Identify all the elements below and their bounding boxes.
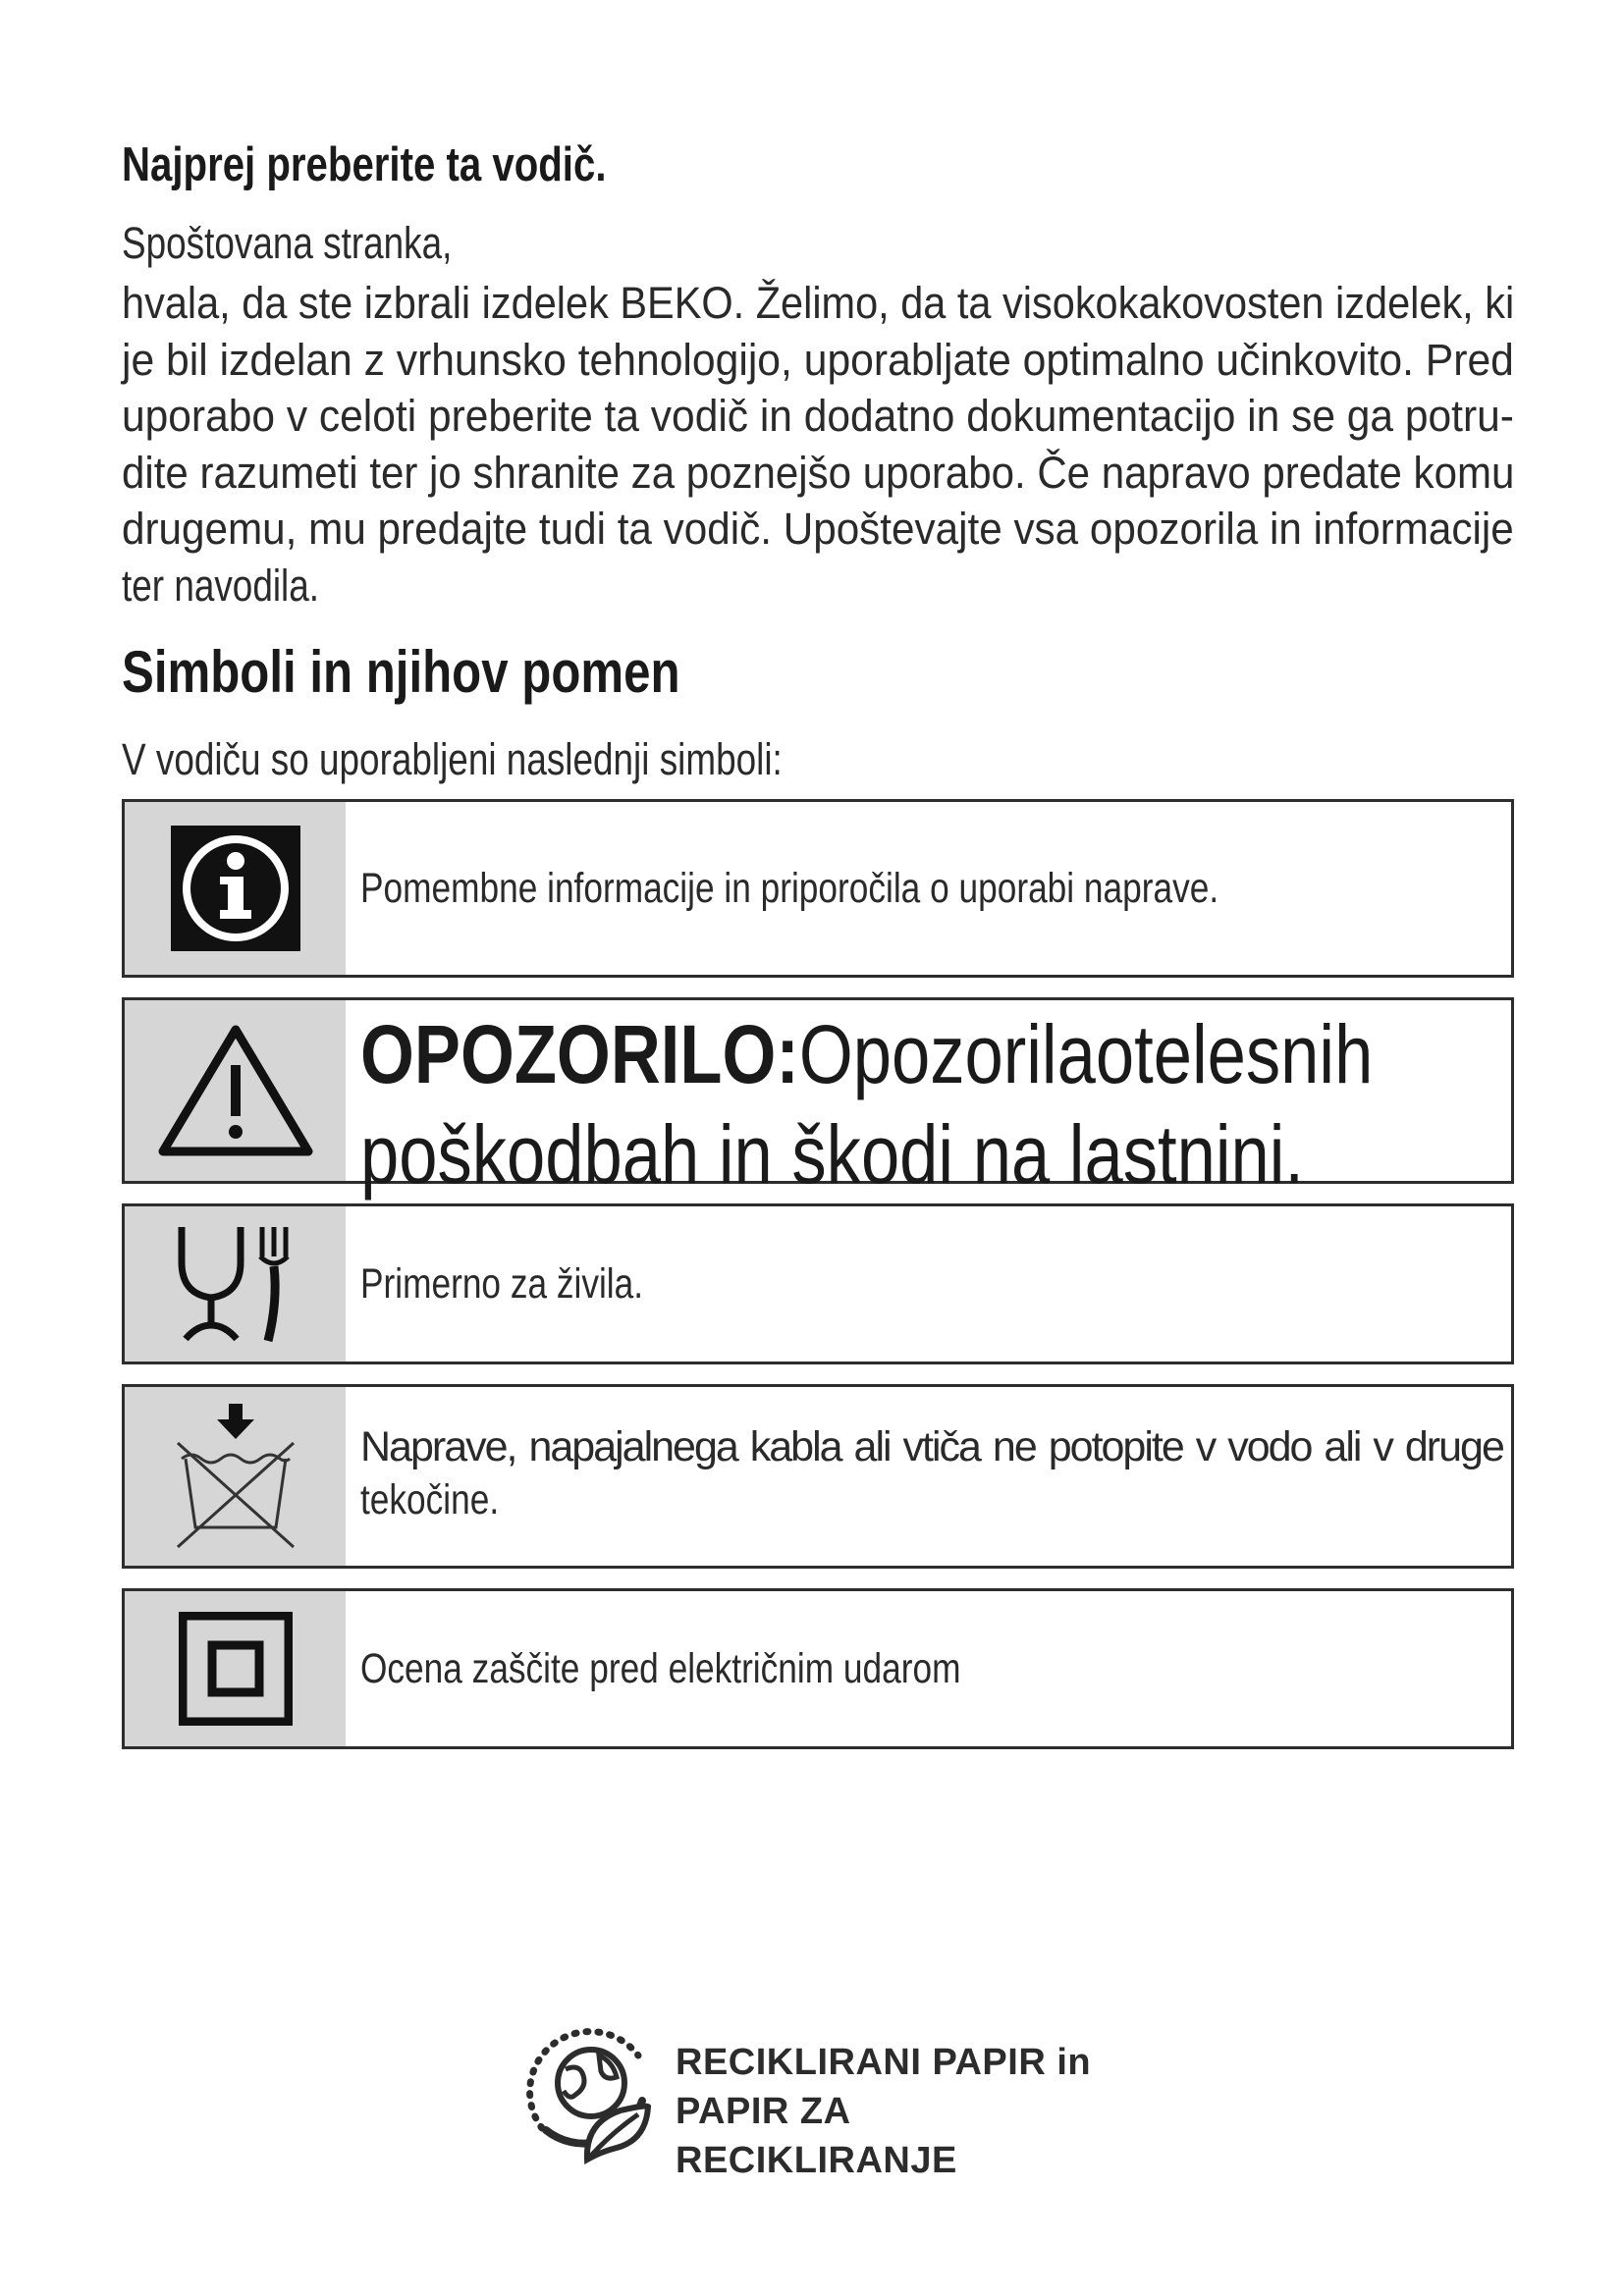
immerse-word: ali: [1324, 1423, 1361, 1470]
immerse-word: druge: [1404, 1423, 1503, 1470]
symbol-row-info: [122, 799, 1514, 978]
symbol-row-immerse: [122, 1384, 1514, 1569]
immerse-word: napajalnega: [528, 1423, 737, 1470]
recycled-paper-globe-leaf-icon: [522, 2012, 660, 2169]
immerse-word: v: [1373, 1423, 1392, 1470]
immerse-word: ne: [992, 1423, 1036, 1470]
section-title: Simboli in njihov pomen: [122, 639, 680, 705]
intro-line: hvala, da ste izbrali izdelek BEKO. Želimo, da ta visokokakovosten izdelek, ki: [122, 278, 1515, 328]
recycle-line2: PAPIR ZA RECIKLIRANJE: [676, 2091, 957, 2181]
page-heading: Najprej preberite ta vodič.: [122, 138, 607, 191]
immerse-word: v: [1195, 1423, 1216, 1470]
symbol-immerse-text: Naprave, napajalnega kabla ali vtiča ne potopite v vodo ali v druge tekočine.: [360, 1420, 1503, 1526]
greeting: Spoštovana stranka,: [122, 218, 453, 268]
symbol-row-warning: [122, 997, 1514, 1201]
intro-line: ter navodila.: [122, 560, 320, 611]
symbol-food-text: Primerno za živila.: [360, 1259, 644, 1308]
food-safe-icon: [125, 1206, 346, 1362]
intro-line: drugemu, mu predajte tudi ta vodič. Upoštevajte vsa opozorila in informacije: [122, 504, 1514, 554]
warning-triangle-icon: [125, 1000, 346, 1181]
intro-line: je bil izdelan z vrhunsko tehnologijo, uporabljate optimalno učinkovito. Pred: [122, 334, 1514, 385]
immerse-word: ali: [853, 1423, 891, 1470]
intro-line: uporabo v celoti preberite ta vodič in dodatno dokumentacijo in se ga potru-: [122, 391, 1514, 441]
do-not-immerse-icon: [125, 1387, 346, 1566]
symbol-class2-text: Ocena zaščite pred električnim udarom: [360, 1644, 961, 1692]
immerse-word: kabla: [749, 1423, 841, 1470]
warning-label: OPOZORILO:: [360, 1008, 799, 1100]
immerse-word: vodo: [1227, 1423, 1312, 1470]
recycled-paper-badge: [522, 2012, 1131, 2181]
symbol-row-class2: [122, 1588, 1514, 1749]
intro-line: dite razumeti ter jo shranite za poznejšo uporabo. Če napravo predate komu: [122, 447, 1515, 498]
intro-paragraph: [122, 275, 1514, 614]
recycle-line1: RECIKLIRANI PAPIR in: [676, 2042, 1092, 2083]
double-insulation-icon: [125, 1591, 346, 1746]
immerse-word: Naprave,: [360, 1423, 516, 1470]
info-icon: [125, 802, 346, 975]
immerse-word: vtiča: [902, 1423, 980, 1470]
immerse-word: potopite: [1048, 1423, 1183, 1470]
section-lead: V vodiču so uporabljeni naslednji simboli:: [122, 734, 783, 784]
symbol-row-food: [122, 1203, 1514, 1364]
symbol-info-text: Pomembne informacije in priporočila o uporabi naprave.: [360, 864, 1219, 912]
symbol-warning-text: OPOZORILO: Opozorila o telesnih poškodbah in škodi na lastnini.: [360, 1004, 1507, 1181]
